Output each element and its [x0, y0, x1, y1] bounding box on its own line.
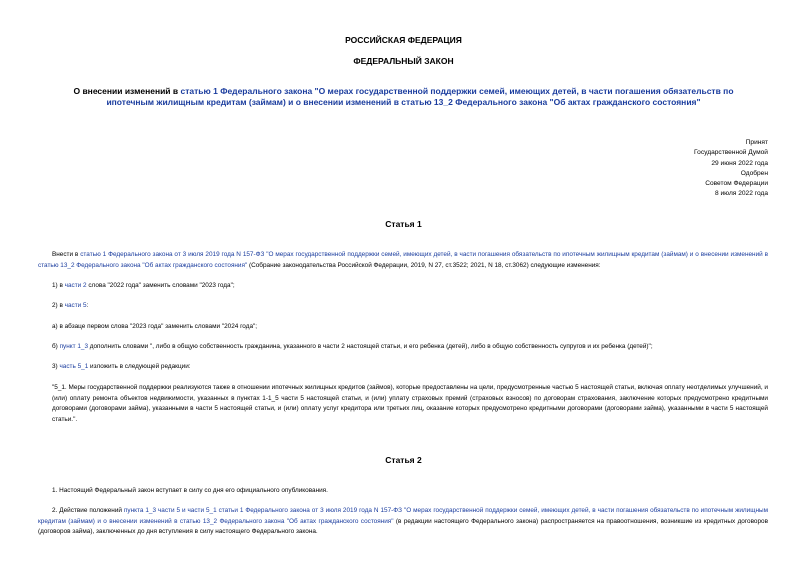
title-part2[interactable]: и о внесении изменений в статью 13_2 Федерального закона "Об актах гражданского состояния": [285, 97, 701, 107]
intro-text: (Собрание законодательства Российской Федерации, 2019, N 27, ст.3522; 2021, N 18, ст.3062) следующие изменения:: [247, 261, 601, 269]
p2-text: (в редакции настоящего Федерального закона) распространяется на правоотношения, возникшие из кредитных договоров (договоров займа), заключенных до дня вступления в силу настоящего Федерального закона.: [38, 517, 768, 535]
article2-heading: Статья 2: [385, 455, 422, 465]
intro-link[interactable]: статью 1 Федерального закона от 3 июля 2019 года N 157-ФЗ "О мерах государственной поддержки семей, имеющих детей, в части погашения обязательств по ипотечным жилищным кредитам (займам) и о внесении изменений в статью 13_2 Федерального закона "Об актах гражданского состояния": [38, 251, 769, 269]
item-text: 1) в: [52, 282, 65, 289]
article1-intro: [38, 250, 768, 271]
acceptance-line: 8 июля 2022 года: [714, 190, 768, 198]
article1-item-a: а) в абзаце первом слова "2023 года" заменить словами "2024 года";: [52, 323, 258, 330]
article1-item-b: [38, 342, 768, 353]
article1-item1: [38, 281, 768, 292]
acceptance-line: Советом Федерации: [705, 180, 768, 188]
item-link[interactable]: часть 5_1: [59, 363, 89, 370]
article1-item2: [38, 301, 768, 312]
acceptance-line: Принят: [745, 139, 768, 146]
acceptance-line: 29 июня 2022 года: [711, 159, 768, 167]
header-country: РОССИЙСКАЯ ФЕДЕРАЦИЯ: [345, 35, 462, 45]
item-text: дополнить словами ", либо в общую собственность гражданина, указанного в части 2 настоящей статьи, и его ребенка (детей), либо в общую собственность супругов и их ребенка (детей)";: [88, 343, 653, 350]
law-title: [55, 86, 752, 108]
item-text: слова "2022 года" заменить словами "2023 года";: [86, 282, 235, 289]
item-text: :: [86, 302, 89, 309]
article1-quote: "5_1. Меры государственной поддержки реализуются также в отношении ипотечных жилищных кредитов (займов), которые предоставлены на цели, предусмотренные частью 5 настоящей статьи, включая оплату неотделимых улучшений, и (или) оплату ремонта объектов недвижимости, указанных в пунктах 1-1_5 части 5 настоящей статьи, и (или) уплату страховых премий (страховых взносов) по договорам страхования, заключение которых предусмотрено кредитными договорами (договорами займа), указанными в части 5 настоящей статьи, и (или) оплату услуг кредитора или третьих лиц, оказание которых предусмотрено кредитными договорами (договорами займа), указанными в части 5 настоящей статьи.".: [52, 384, 768, 423]
p2-text: 2. Действие положений: [52, 507, 124, 514]
article1-item3: [38, 362, 768, 373]
intro-text: Внести в: [52, 251, 81, 258]
acceptance-line: Государственной Думой: [694, 149, 768, 157]
article2-p2: [38, 506, 768, 538]
item-link[interactable]: пункт 1_3: [59, 343, 88, 350]
title-part1: О внесении изменений в: [73, 86, 181, 96]
item-link[interactable]: части 5: [64, 302, 87, 309]
p2-link[interactable]: пункта 1_3 части 5 и части 5_1 статьи 1 Федерального закона от 3 июля 2019 года N 157-ФЗ "О мерах государственной поддержки семей, имеющих детей, в части погашения обязательств по ипотечным жилищным кредитам (займам) и о внесении изменений в статью 13_2 Федерального закона "Об актах гражданского состояния": [38, 507, 768, 525]
item-text: б): [52, 343, 60, 350]
article2-p1: 1. Настоящий Федеральный закон вступает в силу со дня его официального опубликования.: [52, 487, 328, 494]
item-text: 3): [52, 363, 60, 370]
title-link[interactable]: статью 1 Федерального закона "О мерах государственной поддержки семей, имеющих детей, в части погашения обязательств по ипотечным жилищным кредитам (займам): [106, 86, 734, 107]
article1-heading: Статья 1: [385, 219, 422, 229]
item-text: 2) в: [52, 302, 65, 309]
acceptance-block: [694, 138, 768, 200]
item-text: изложить в следующей редакции:: [88, 363, 191, 370]
acceptance-line: Одобрен: [740, 169, 768, 177]
item-link[interactable]: части 2: [64, 282, 87, 289]
header-doc-type: ФЕДЕРАЛЬНЫЙ ЗАКОН: [353, 56, 454, 66]
